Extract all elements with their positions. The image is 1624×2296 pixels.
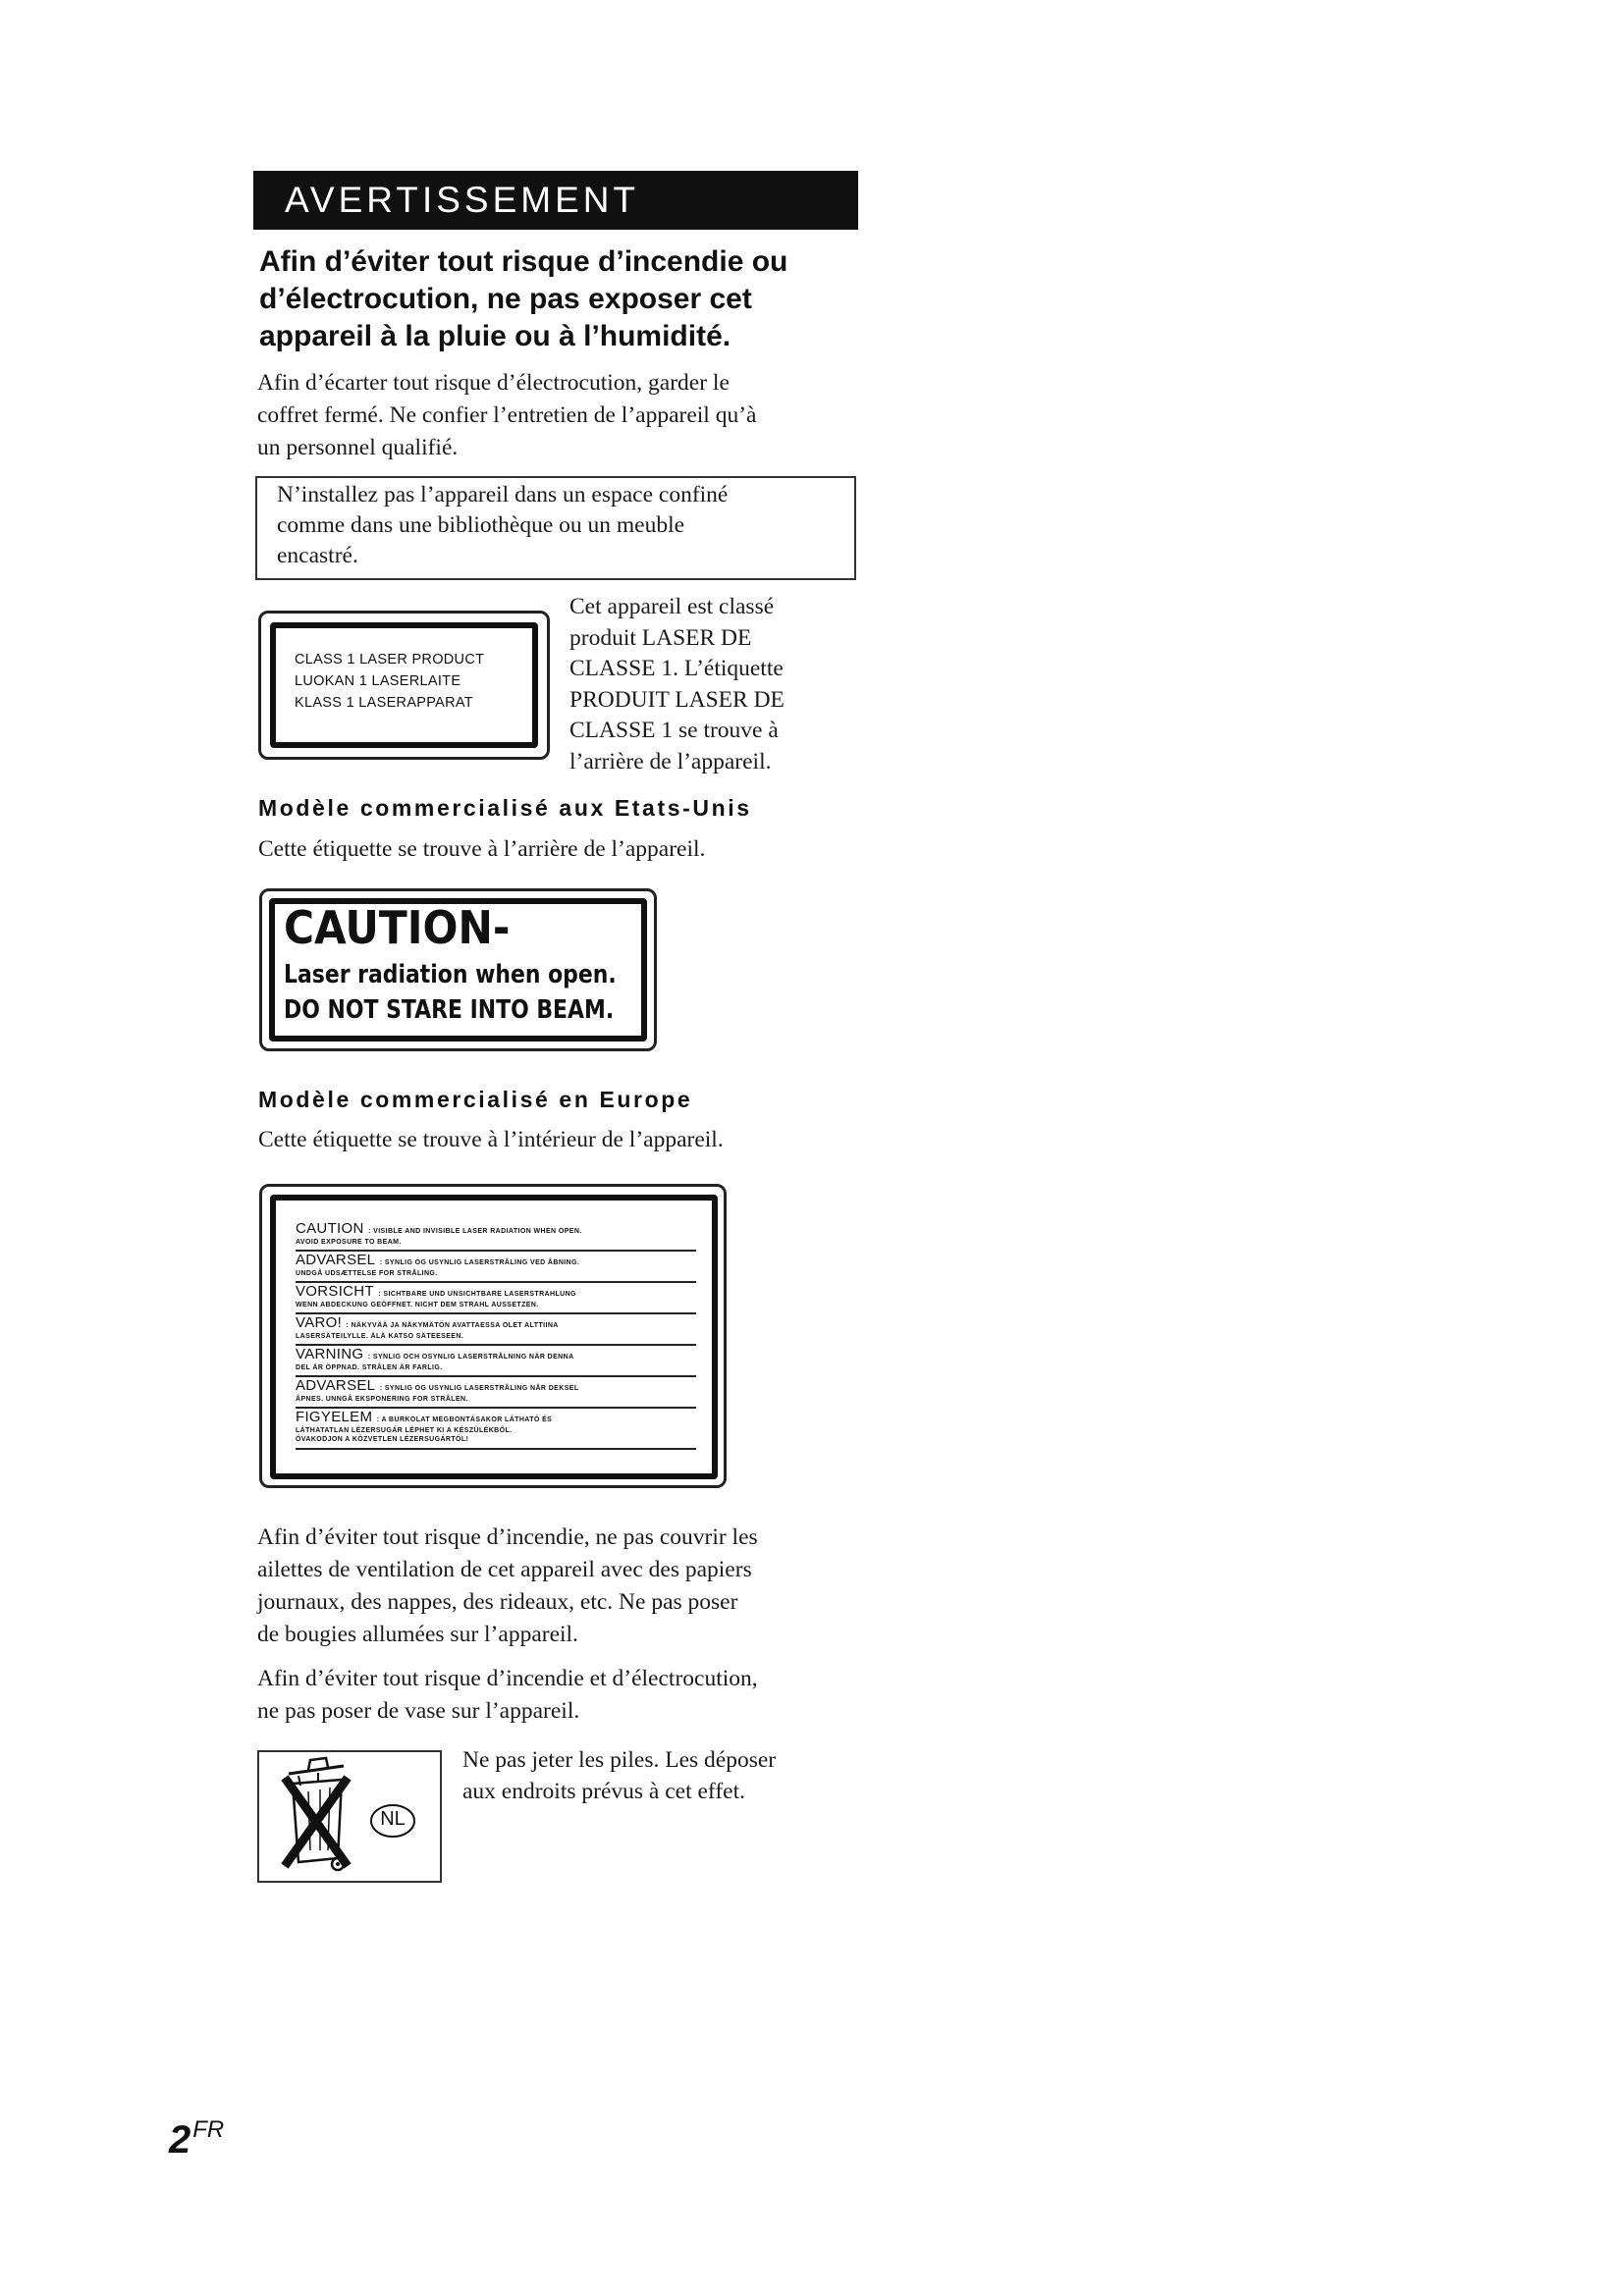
eu-warning-word: FIGYELEM [296, 1409, 373, 1425]
ventilation-warning [257, 1522, 866, 1651]
eu-label-row [296, 1314, 696, 1346]
us-caution-label [259, 888, 657, 1051]
paragraph-line: journaux, des nappes, des rideaux, etc. Ne pas poser [257, 1589, 738, 1615]
installation-notice-box [255, 476, 856, 580]
paragraph-line: coffret fermé. Ne confier l’entretien de l’appareil qu’à [257, 402, 757, 428]
eu-warning-text: ÓVAKODJON A KÖZVETLEN LÉZERSUGÁRTÓL! [296, 1436, 469, 1443]
laser-class-label-text [295, 649, 484, 714]
label-line: KLASS 1 LASERAPPARAT [295, 695, 473, 711]
eu-label-row [296, 1220, 696, 1252]
nl-badge: NL [380, 1808, 406, 1830]
label-line: CLASS 1 LASER PRODUCT [295, 652, 485, 667]
eu-warning-text: : SYNLIG OG USYNLIG LASERSTRÅLING VED ÅBNING. [379, 1259, 580, 1266]
headline-line: Afin d’éviter tout risque d’incendie ou [259, 245, 788, 278]
paragraph-line: ne pas poser de vase sur l’appareil. [257, 1698, 580, 1724]
warning-headline [259, 243, 858, 355]
description-line: l’arrière de l’appareil. [569, 748, 772, 774]
paragraph-line: Afin d’éviter tout risque d’incendie, ne pas couvrir les [257, 1524, 758, 1550]
eu-warning-word: ADVARSEL [296, 1252, 376, 1268]
page-number-value: 2 [169, 2118, 191, 2162]
notice-line: encastré. [277, 543, 358, 568]
battery-disposal-text [462, 1745, 855, 1807]
intro-paragraph [257, 367, 856, 464]
page-language-suffix: FR [192, 2116, 225, 2143]
crossed-bin-icon [259, 1752, 440, 1881]
eu-warning-text: : SYNLIG OG USYNLIG LASERSTRÅLING NÅR DEKSEL [379, 1385, 579, 1392]
eu-warning-text: : SYNLIG OCH OSYNLIG LASERSTRÅLNING NÄR DENNA [367, 1354, 574, 1361]
caution-line: Laser radiation when open. [284, 960, 617, 989]
eu-warning-word: VARO! [296, 1314, 343, 1331]
eu-label-row [296, 1409, 696, 1450]
eu-model-heading: Modèle commercialisé en Europe [258, 1087, 693, 1112]
paragraph-line: de bougies allumées sur l’appareil. [257, 1622, 578, 1647]
description-line: CLASSE 1 se trouve à [569, 718, 779, 743]
description-line: CLASSE 1. L’étiquette [569, 656, 784, 681]
battery-line: aux endroits prévus à cet effet. [462, 1778, 745, 1804]
eu-label-row [296, 1377, 696, 1409]
description-line: Cet appareil est classé [569, 594, 775, 619]
eu-warning-text: DEL ÄR ÖPPNAD. STRÅLEN ÄR FARLIG. [296, 1364, 443, 1371]
paragraph-line: Afin d’éviter tout risque d’incendie et d’électrocution, [257, 1666, 758, 1691]
paragraph-line: un personnel qualifié. [257, 435, 459, 460]
paragraph-line: ailettes de ventilation de cet appareil avec des papiers [257, 1557, 752, 1582]
headline-line: d’électrocution, ne pas exposer cet [259, 283, 752, 315]
caution-line: DO NOT STARE INTO BEAM. [284, 995, 615, 1025]
label-line: LUOKAN 1 LASERLAITE [295, 673, 461, 689]
description-line: PRODUIT LASER DE [569, 686, 785, 713]
notice-line: comme dans une bibliothèque ou un meuble [277, 512, 685, 538]
us-model-heading: Modèle commercialisé aux Etats-Unis [258, 795, 752, 821]
description-line: produit LASER DE [569, 624, 752, 651]
eu-label-row [296, 1283, 696, 1314]
eu-warning-text: : A BURKOLAT MEGBONTÁSAKOR LÁTHATÓ ÉS [376, 1416, 553, 1423]
eu-warning-text: : VISIBLE AND INVISIBLE LASER RADIATION WHEN OPEN. [368, 1228, 582, 1235]
vase-warning [257, 1663, 866, 1728]
eu-label-row [296, 1346, 696, 1377]
eu-warning-text: : NÄKYVÄÄ JA NÄKYMÄTÖN AVATTAESSA OLET ALTTIINA [346, 1322, 559, 1329]
eu-warning-text: : SICHTBARE UND UNSICHTBARE LASERSTRAHLUNG [378, 1291, 576, 1298]
eu-warning-text: ÅPNES. UNNGÅ EKSPONERING FOR STRÅLEN. [296, 1396, 468, 1403]
laser-class-label [258, 611, 550, 760]
battery-line: Ne pas jeter les piles. Les déposer [462, 1747, 777, 1773]
us-model-location-text: Cette étiquette se trouve à l’arrière de l’appareil. [258, 836, 706, 862]
eu-warning-text: LASERSÄTEILYLLE. ÄLÄ KATSO SÄTEESEEN. [296, 1333, 464, 1340]
battery-disposal-box [257, 1750, 442, 1883]
eu-label-row [296, 1252, 696, 1283]
eu-warning-text: LÁTHATATLAN LÉZERSUGÁR LÉPHET KI A KÉSZÜLÉKBŐL. [296, 1427, 513, 1434]
laser-class-description [569, 592, 864, 777]
paragraph-line: Afin d’écarter tout risque d’électrocution, garder le [257, 370, 730, 396]
eu-warning-text: WENN ABDECKUNG GEÖFFNET. NICHT DEM STRAHL AUSSETZEN. [296, 1302, 539, 1308]
caution-title: CAUTION- [284, 901, 511, 954]
eu-warning-word: VORSICHT [296, 1283, 374, 1300]
eu-warning-word: VARNING [296, 1346, 364, 1362]
notice-line: N’installez pas l’appareil dans un espace confiné [277, 482, 729, 507]
page-number [169, 2118, 224, 2163]
eu-warning-word: ADVARSEL [296, 1377, 376, 1394]
eu-caution-label [259, 1184, 727, 1488]
eu-warning-text: AVOID EXPOSURE TO BEAM. [296, 1239, 402, 1246]
warning-banner: AVERTISSEMENT [253, 171, 858, 230]
headline-line: appareil à la pluie ou à l’humidité. [259, 320, 731, 352]
eu-warning-text: UNDGÅ UDSÆTTELSE FOR STRÅLING. [296, 1270, 438, 1277]
eu-warning-word: CAUTION [296, 1220, 364, 1237]
eu-model-location-text: Cette étiquette se trouve à l’intérieur de l’appareil. [258, 1127, 724, 1152]
